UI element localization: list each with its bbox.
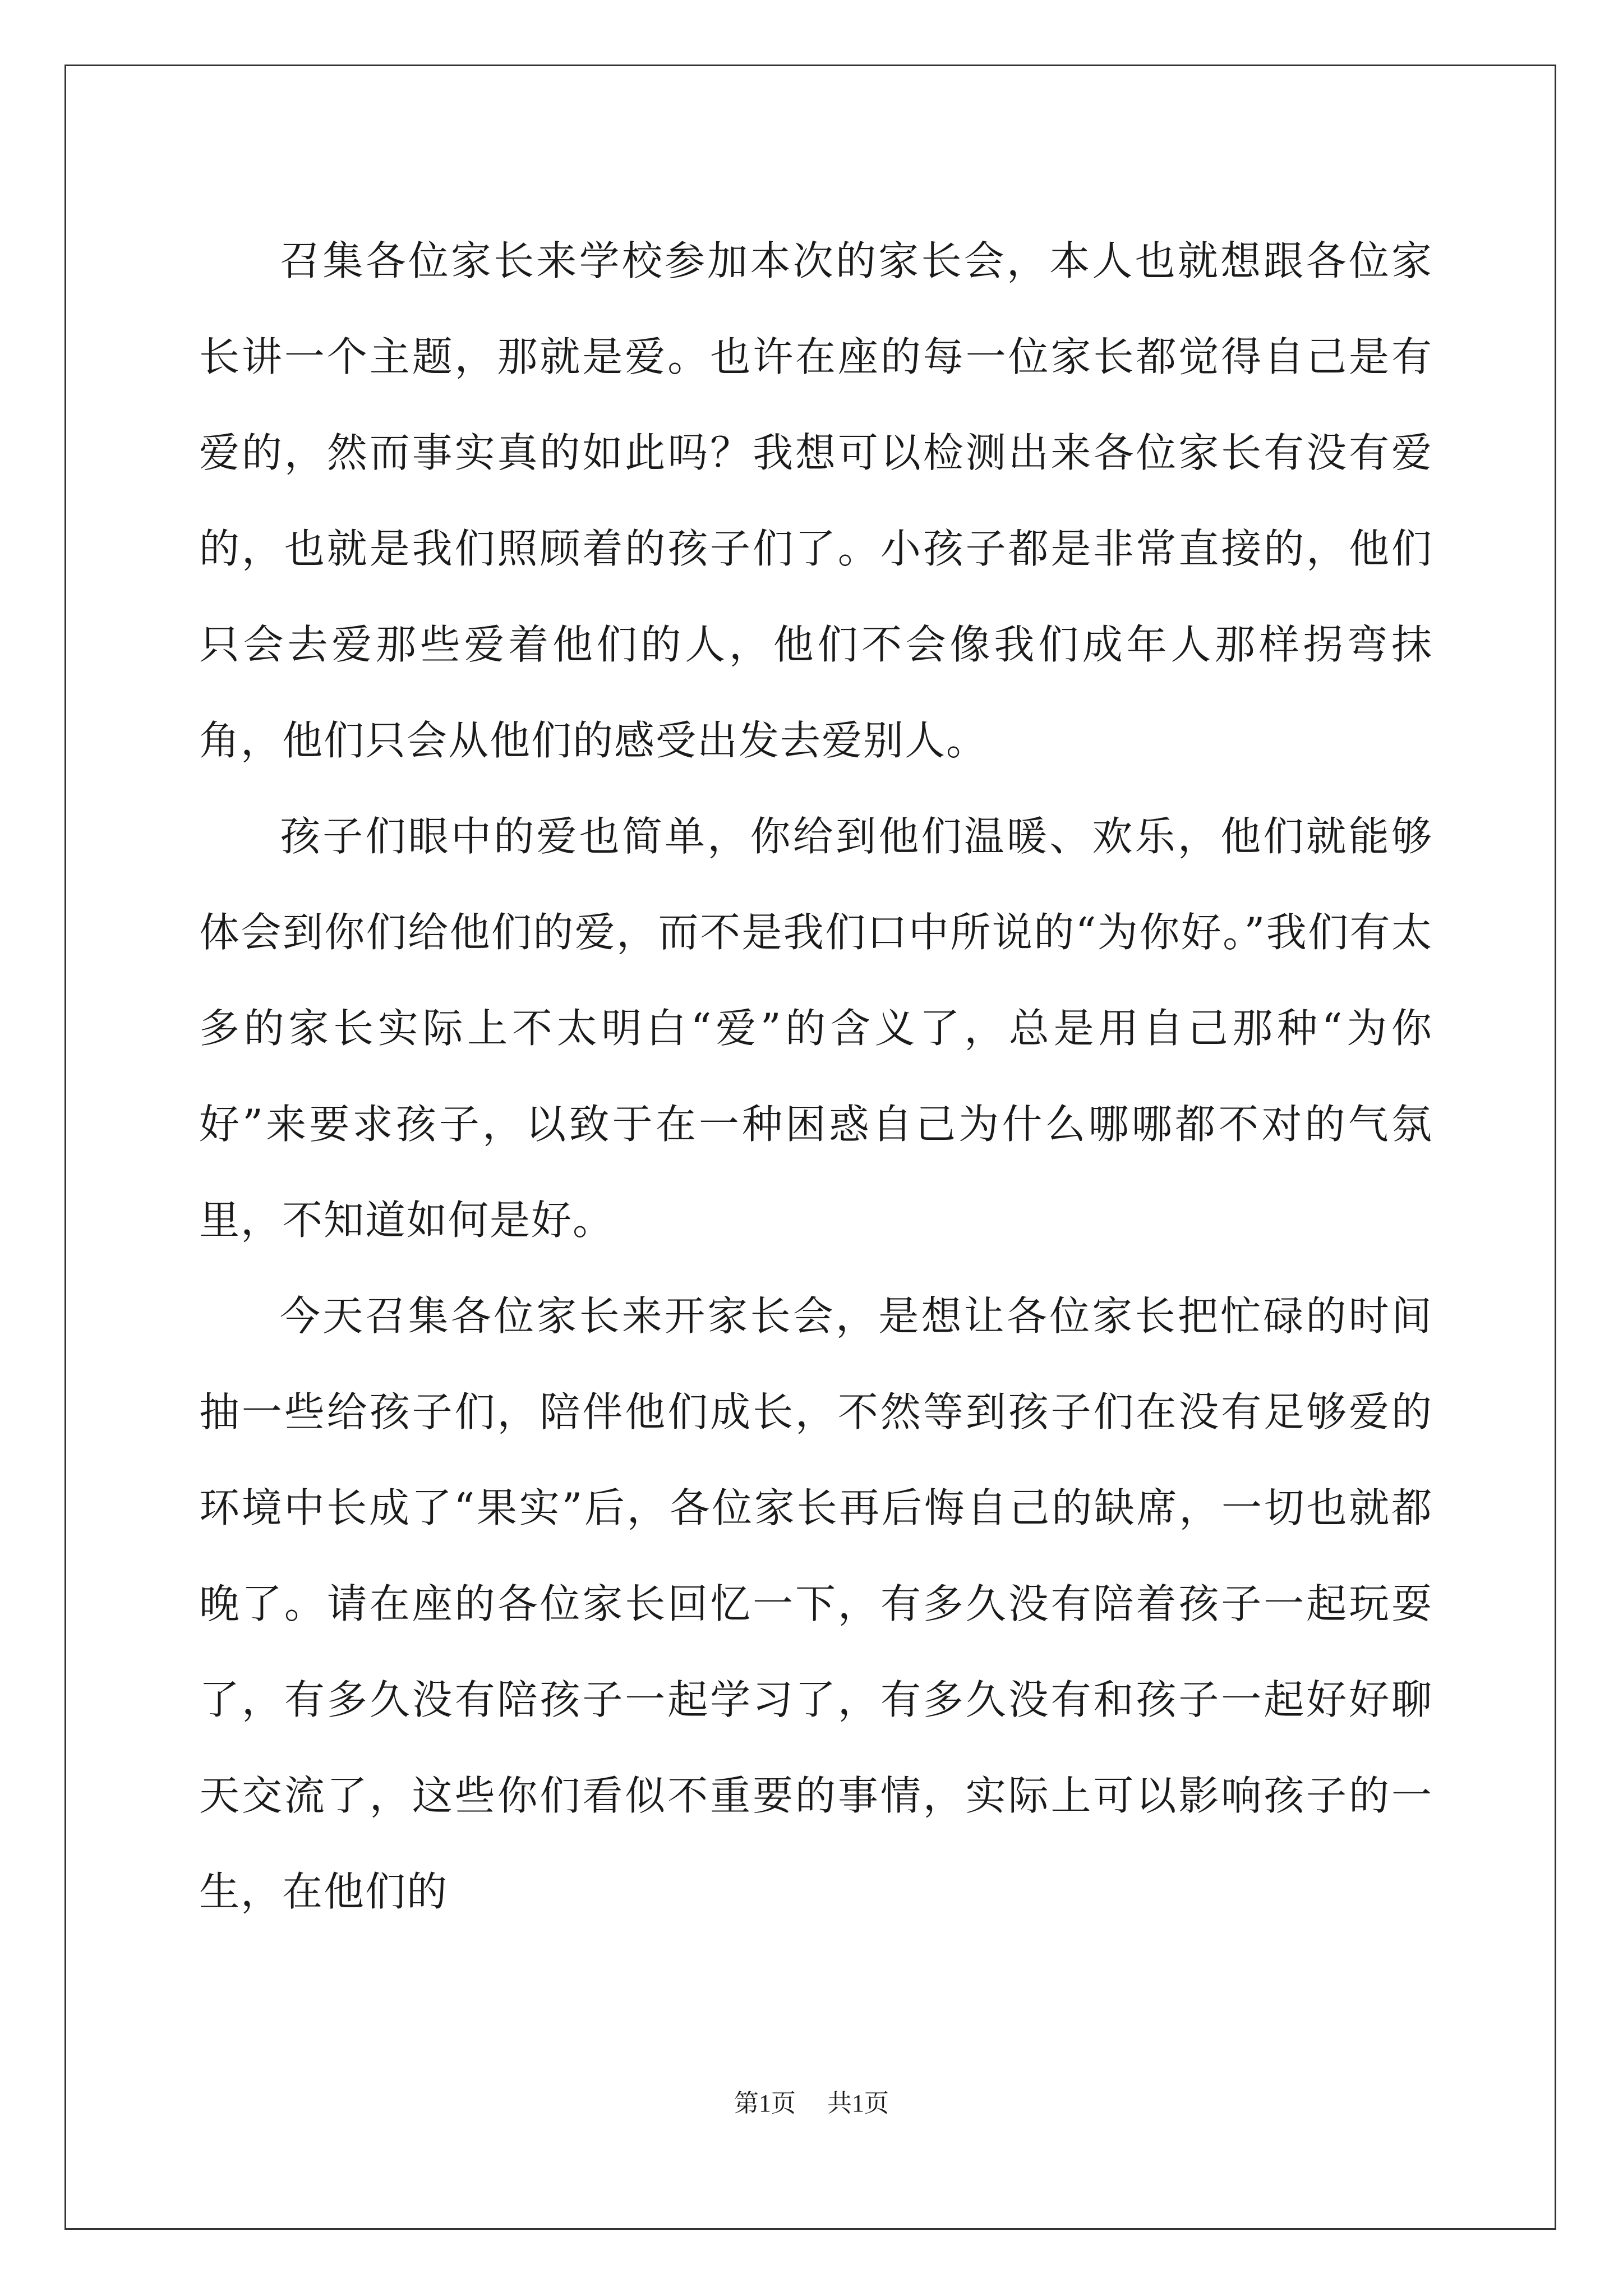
page-footer	[0, 2087, 1623, 2120]
page-count: 共1页	[827, 2090, 889, 2117]
paragraph-1: 召集各位家长来学校参加本次的家长会，本人也就想跟各位家长讲一个主题，那就是爱。也许在座的每一位家长都觉得自己是有爱的，然而事实真的如此吗？我想可以检测出来各位家长有没有爱的，也就是我们照顾着的孩子们了。小孩子都是非常直接的，他们只会去爱那些爱着他们的人，他们不会像我们成年人那样拐弯抹角，他们只会从他们的感受出发去爱别人。	[199, 237, 1433, 764]
page-number: 第1页	[734, 2090, 796, 2117]
document-body	[199, 213, 1433, 1940]
paragraph-3: 今天召集各位家长来开家长会，是想让各位家长把忙碌的时间抽一些给孩子们，陪伴他们成长，不然等到孩子们在没有足够爱的环境中长成了“果实”后，各位家长再后悔自己的缺席，一切也就都晚了。请在座的各位家长回忆一下，有多久没有陪着孩子一起玩耍了，有多久没有陪孩子一起学习了，有多久没有和孩子一起好好聊天交流了，这些你们看似不重要的事情，实际上可以影响孩子的一生，在他们的	[199, 1292, 1433, 1915]
paragraph-2: 孩子们眼中的爱也简单，你给到他们温暖、欢乐，他们就能够体会到你们给他们的爱，而不是我们口中所说的“为你好。”我们有太多的家长实际上不太明白“爱”的含义了，总是用自己那种“为你好”来要求孩子，以致于在一种困惑自己为什么哪哪都不对的气氛里，不知道如何是好。	[199, 813, 1433, 1244]
